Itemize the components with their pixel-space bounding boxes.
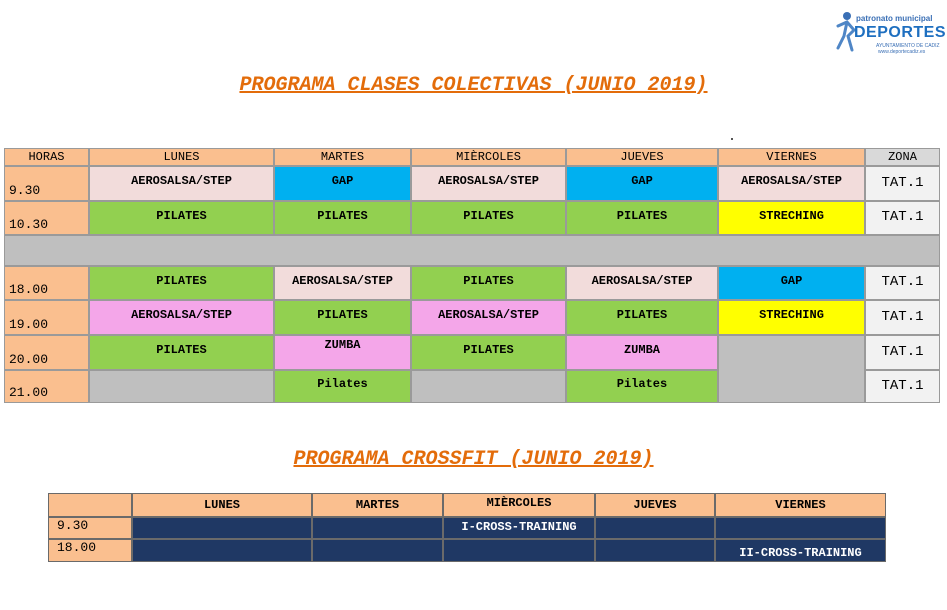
- class-cell: ZUMBA: [274, 335, 411, 370]
- crossfit-header-martes: MARTES: [312, 493, 443, 517]
- crossfit-hour-cell: 18.00: [48, 539, 132, 562]
- crossfit-title: PROGRAMA CROSSFIT (JUNIO 2019): [293, 448, 654, 471]
- crossfit-cell: [715, 517, 886, 539]
- patronato-deportes-logo: [834, 8, 947, 60]
- logo-line-3: AYUNTAMIENTO DE CADIZ: [876, 43, 940, 49]
- colectivas-title: PROGRAMA CLASES COLECTIVAS (JUNIO 2019): [239, 74, 708, 97]
- empty-cell: [89, 370, 274, 403]
- class-cell: PILATES: [89, 266, 274, 300]
- crossfit-cell: I-CROSS-TRAINING: [443, 517, 595, 539]
- crossfit-header-miercoles: MIÈRCOLES: [443, 493, 595, 517]
- header-horas: HORAS: [4, 148, 89, 166]
- class-cell: AEROSALSA/STEP: [411, 166, 566, 201]
- class-cell: PILATES: [411, 266, 566, 300]
- header-martes: MARTES: [274, 148, 411, 166]
- class-cell: PILATES: [89, 335, 274, 370]
- crossfit-header-lunes: LUNES: [132, 493, 312, 517]
- empty-cell: [718, 335, 865, 403]
- zona-cell: TAT.1: [865, 335, 940, 370]
- class-cell: GAP: [274, 166, 411, 201]
- separator-row: [4, 235, 940, 266]
- crossfit-header-viernes: VIERNES: [715, 493, 886, 517]
- class-cell: AEROSALSA/STEP: [274, 266, 411, 300]
- zona-cell: TAT.1: [865, 201, 940, 235]
- crossfit-cell: [312, 539, 443, 562]
- class-cell: PILATES: [274, 300, 411, 335]
- class-cell: PILATES: [566, 201, 718, 235]
- class-cell: Pilates: [566, 370, 718, 403]
- zona-cell: TAT.1: [865, 266, 940, 300]
- class-cell: STRECHING: [718, 201, 865, 235]
- crossfit-cell: [132, 517, 312, 539]
- crossfit-cell: [312, 517, 443, 539]
- class-cell: PILATES: [411, 201, 566, 235]
- class-cell: STRECHING: [718, 300, 865, 335]
- hour-cell: 18.00: [4, 266, 89, 300]
- header-zona: ZONA: [865, 148, 940, 166]
- header-lunes: LUNES: [89, 148, 274, 166]
- crossfit-header-jueves: JUEVES: [595, 493, 715, 517]
- class-cell: AEROSALSA/STEP: [89, 300, 274, 335]
- class-cell: PILATES: [89, 201, 274, 235]
- hour-cell: 19.00: [4, 300, 89, 335]
- class-cell: ZUMBA: [566, 335, 718, 370]
- crossfit-cell: II-CROSS-TRAINING: [715, 539, 886, 562]
- hour-cell: 20.00: [4, 335, 89, 370]
- stray-dot: [731, 138, 733, 140]
- header-miercoles: MIÈRCOLES: [411, 148, 566, 166]
- class-cell: Pilates: [274, 370, 411, 403]
- logo-line-2: DEPORTES: [854, 24, 947, 41]
- logo-line-4: www.deportecadiz.es: [878, 49, 926, 55]
- class-cell: AEROSALSA/STEP: [411, 300, 566, 335]
- class-cell: PILATES: [274, 201, 411, 235]
- hour-cell: 10.30: [4, 201, 89, 235]
- logo-line-1: patronato municipal: [856, 14, 933, 23]
- class-cell: PILATES: [411, 335, 566, 370]
- crossfit-cell: [443, 539, 595, 562]
- crossfit-hour-cell: 9.30: [48, 517, 132, 539]
- crossfit-cell: [595, 517, 715, 539]
- empty-cell: [411, 370, 566, 403]
- class-cell: GAP: [718, 266, 865, 300]
- hour-cell: 21.00: [4, 370, 89, 403]
- zona-cell: TAT.1: [865, 300, 940, 335]
- zona-cell: TAT.1: [865, 370, 940, 403]
- class-cell: AEROSALSA/STEP: [718, 166, 865, 201]
- class-cell: GAP: [566, 166, 718, 201]
- class-cell: AEROSALSA/STEP: [566, 266, 718, 300]
- header-viernes: VIERNES: [718, 148, 865, 166]
- crossfit-cell: [132, 539, 312, 562]
- header-jueves: JUEVES: [566, 148, 718, 166]
- hour-cell: 9.30: [4, 166, 89, 201]
- crossfit-header-blank: [48, 493, 132, 517]
- crossfit-cell: [595, 539, 715, 562]
- class-cell: PILATES: [566, 300, 718, 335]
- zona-cell: TAT.1: [865, 166, 940, 201]
- class-cell: AEROSALSA/STEP: [89, 166, 274, 201]
